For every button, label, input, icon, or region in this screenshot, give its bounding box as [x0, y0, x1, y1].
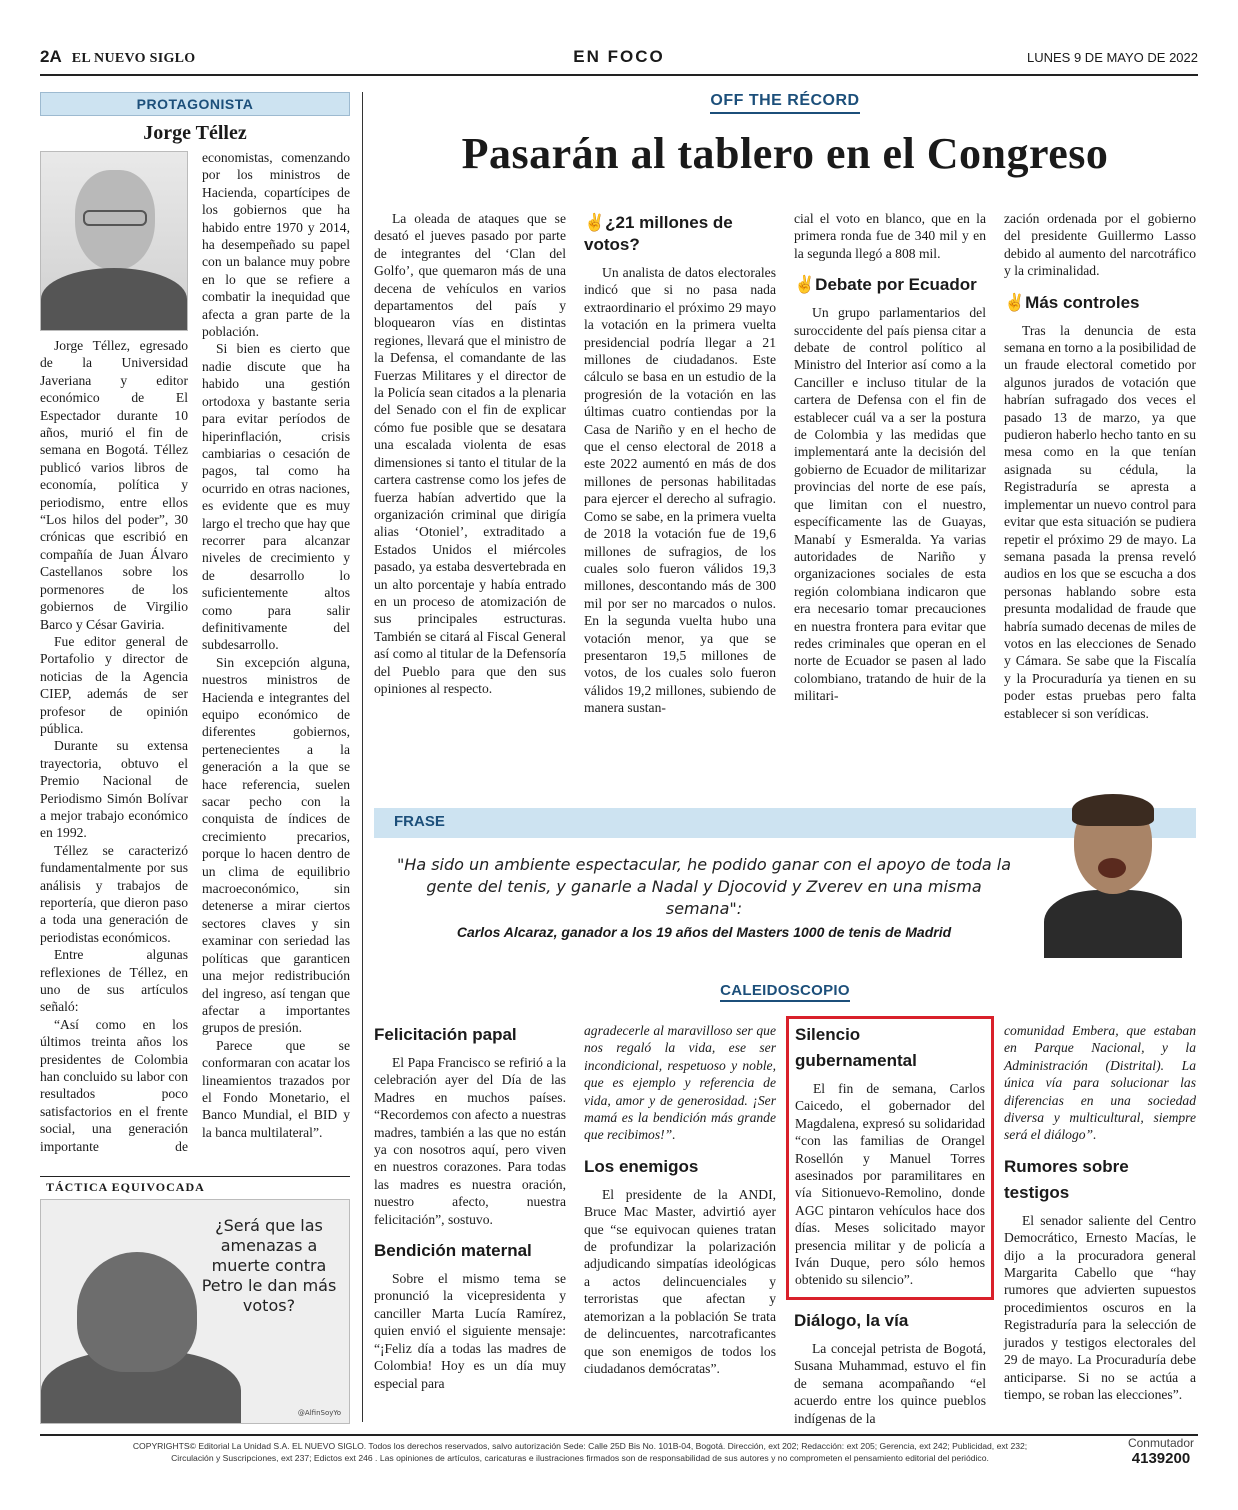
ecuador-heading: ✌Debate por Ecuador — [794, 275, 977, 295]
section-title: EN FOCO — [573, 47, 665, 66]
enemies-heading: Los enemigos — [584, 1156, 699, 1176]
portrait-photo — [40, 151, 188, 331]
news-paragraph: Un grupo parlamentarios del suroccidente del país piensa citar a debate de control político al Ministro del Interior así como a la Canciller e incluso titular de la cartera de Defensa con el fin de establecer cuál va a ser la postura de Colombia y las medidas que implementará ante la decisión del gobierno de Ecuador de militarizar provincias del norte de ese país, que limitan con el nuestro, específicamente las de Guayas, Manabí y Esmeralda. Ya varias autoridades de Nariño y organizaciones sociales de esta región colombiana indicaron que era necesario tomar precauciones en nuestra frontera para evitar que redes criminales que operan en el norte de Ecuador se pasen al lado colombiano, tratando de huir de la militari- — [794, 305, 986, 704]
protagonista-paragraph: Parece que se conformaran con acatar los lineamientos trazados por el Fondo Monetario, el Banco Mundial, el BID y la banca multilateral”. — [202, 1037, 350, 1140]
tactica-box — [40, 1176, 350, 1424]
cal-column-2 — [584, 1022, 776, 1427]
protagonista-paragraph: Fue editor general de Portafolio y director de noticias de la Agencia CIEP, además de ser profesor de opinión pública. — [40, 633, 188, 736]
off-the-record-kicker — [374, 92, 1196, 114]
cartoon-speech: ¿Será que las amenazas a muerte contra Petro le dan más votos? — [201, 1216, 337, 1315]
player-mouth — [1098, 858, 1126, 878]
cal-column-3 — [794, 1022, 986, 1427]
caleidoscopio-text: CALEIDOSCOPIO — [720, 982, 850, 1002]
news-column-3 — [794, 210, 986, 722]
caleidoscopio-body — [374, 1022, 1196, 1427]
tactica-label: TÁCTICA EQUIVOCADA — [40, 1176, 350, 1195]
cal-paragraph: Sobre el mismo tema se pronunció la vicepresidenta y canciller Marta Lucía Ramírez, quien envió el siguiente mensaje: “¡Feliz día a todas las madres de Colombia! Hoy es un día muy especial para — [374, 1271, 566, 1391]
cartoon-hood — [77, 1252, 197, 1372]
protagonista-paragraph: “Así como en los últimos treinta años los presidentes de Colombia han concluido su labor con resultados poco satisfactorios en el frente social, una generación importante de economistas, comenzando por los ministros de Hacienda, copartícipes de los gobiernos que ha habido entre 1970 y 2014, ha desempeñado su papel con un balance muy pobre en lo que se refiere a combatir la inequidad que afecta a gran parte de la población. — [40, 150, 350, 1154]
footer-line-1: COPYRIGHTS© Editorial La Unidad S.A. EL NUEVO SIGLO. Todos los derechos reservados, salvo autorización Sede: Calle 25D Bis No. 101B-04, Bogotá. Dirección, ext 202; Redacción: ext 205; Gerencia, ext 242; Publicidad, ext 232; — [132, 1441, 1028, 1451]
protagonista-box — [40, 92, 350, 1155]
frase-box — [374, 808, 1196, 958]
protagonista-paragraph: Sin excepción alguna, nuestros ministros de Hacienda e integrantes del equipo económico de diferentes gobiernos, pertenecientes a la generación a la que se hace referencia, suelen sacar pecho con la conquista de índices de crecimiento precarios, porque lo hacen dentro de un clima de equilibrio macroeconómico, sin detenerse a mirar ciertos sectores claves y sin examinar con seriedad las políticas que garanticen una mejor redistribución del ingreso, así tengan que afectar a importantes grupos de presión. — [202, 654, 350, 1036]
conmutador-number: 4139200 — [1131, 1450, 1191, 1467]
cal-paragraph: El fin de semana, Carlos Caicedo, el gobernador del Magdalena, expresó su solidaridad “con las familias de Orangel Rosellón y Manuel Torres asesinados por paramilitares en vía Sitionuevo-Remolino, donde AGC pintaron vehículos hace dos días. Meses solicitado mayor presencia militar y de policía a Iván Duque, pero sólo hemos obtenido su silencio”. — [795, 1081, 985, 1288]
headline: Pasarán al tablero en el Congreso — [461, 129, 1109, 178]
protagonista-paragraph: Jorge Téllez, egresado de la Universidad Javeriana y editor económico de El Espectador durante 10 años, murió el fin de semana en Bogotá. Téllez publicó varios libros de economía, política y periodismo, entre ellos “Los hilos del poder”, 30 crónicas que escribió en compañía de Juan Álvaro Castellanos sobre los pormenores de los gobiernos de Virgilio Barco y César Gaviria. — [40, 338, 188, 632]
masthead-left — [40, 47, 195, 67]
news-column-1 — [374, 210, 566, 722]
off-the-record-body — [374, 210, 1196, 722]
cal-column-4 — [1004, 1022, 1196, 1427]
cal-paragraph: comunidad Embera, que estaban en Parque Nacional, y la Administración (Distrital). La única vía para solucionar las diferencias en una sociedad diversa y multicultural, siempre será el diálogo”. — [1004, 1023, 1196, 1143]
news-paragraph: La oleada de ataques que se desató el jueves pasado por parte de integrantes del ‘Clan del Golfo’, que quemaron más de una decena de vehículos en varios departamentos del país y bloquearon vías en distintas regiones, llevará que el ministro de la Defensa, el comandante de las Fuerzas Militares y el director de la Policía sean citados a la plenaria del Senado con el fin de explicar cómo fue posible que se desatara una escalada violenta de esas dimensiones si tanto el titular de la cartera castrense como los jefes de fuerza habían advertido que la organización criminal que dirigía alias ‘Otoniel’, extraditado a Estados Unidos el miércoles pasado, ya estaba desvertebrada en un alto porcentaje y había entrado en un proceso de atomización de sus principales estructuras. También se citará al Fiscal General así como al titular de la Defensoría del Pueblo para que den sus opiniones al respecto. — [374, 211, 566, 696]
papal-heading: Felicitación papal — [374, 1025, 517, 1044]
protagonista-label: PROTAGONISTA — [40, 92, 350, 116]
protagonista-name: Jorge Téllez — [143, 122, 247, 144]
controls-heading: ✌Más controles — [1004, 292, 1140, 312]
cartoon-signature: @AlfinSoyYo — [297, 1409, 341, 1417]
portrait-glasses — [83, 210, 147, 226]
news-paragraph: zación ordenada por el gobierno del presidente Guillermo Lasso debido al aumento del narcotráfico y la criminalidad. — [1004, 211, 1196, 279]
player-hair — [1072, 794, 1154, 826]
maternal-heading: Bendición maternal — [374, 1241, 532, 1261]
news-paragraph: cial el voto en blanco, que en la primera ronda fue de 340 mil y en la segunda llegó a 808 mil. — [794, 211, 986, 261]
news-paragraph: Tras la denuncia de esta semana en torno a la posibilidad de un fraude electoral cometido por algunos jurados de votación que habrían sufragado dos veces el pasado 13 de marzo, ya que pudieron haberlo hecho tanto en su mesa como en la que tenían asignada su cédula, la Registraduría se apresta a implementar un nuevo control para evitar que esta situación se pudiera repetir el próximo 29 de mayo. La semana pasada la prensa reveló audios en los que se escucha a dos personas hablando sobre esta presunta modalidad de fraude que habría sumado decenas de miles de votos en las elecciones de Senado y Cámara. Se sabe que la Fiscalía y la Procuraduría ya tienen en su poder estas pruebas pero falta establecer si son verídicas. — [1004, 322, 1196, 721]
page-number: 2A — [40, 47, 62, 66]
news-paragraph: Un analista de datos electorales indicó que si no pasa nada extraordinario el próximo 29 mayo la votación en la primera vuelta presidencial podría llegar a 21 millones de ciudadanos. Este cálculo se basa en un estudio de la progresión de la votación en las últimas cuatro contiendas por la Casa de Nariño y en el hecho de que el censo electoral de 2018 a este 2022 aumentó en más de dos millones de personas habilitadas para ejercer el derecho al sufragio. Como se sabe, en la primera vuelta de 2018 la votación fue de 19,6 millones de sufragios, de los cuales solo fueron válidos 19,3 millones, descontando más de 300 mil por ser no marcados o nulos. En la segunda vuelta hubo una votación menor, ya que se presentaron 19,5 millones de votos, de los cuales solo fueron válidos 19,2 millones, subiendo de manera sustan- — [584, 265, 776, 716]
rumors-heading: Rumores sobre testigos — [1004, 1156, 1129, 1202]
cal-paragraph: agradecerle al maravilloso ser que nos regaló la vida, ese ser incondicional, respetuoso y noble, que es ejemplo y referencia de vida, amor y de generosidad. ¡Ser mamá es la bendición más grande que recibimos!”. — [584, 1023, 776, 1143]
issue-date: LUNES 9 DE MAYO DE 2022 — [1027, 49, 1198, 65]
footer-line-2: Circulación y Suscripciones, ext 237; Edictos ext 246 . Las opiniones de artículos, caricaturas e ilustraciones firmados son de responsabilidad de sus autores y no comprometen el pensamiento editorial del periódico. — [171, 1453, 989, 1463]
frase-attribution: Carlos Alcaraz, ganador a los 19 años del Masters 1000 de tenis de Madrid — [456, 924, 952, 940]
silence-heading: Silencio gubernamental — [795, 1025, 917, 1070]
news-column-2 — [584, 210, 776, 722]
frase-quote: "Ha sido un ambiente espectacular, he podido ganar con el apoyo de toda la gente del tenis, y ganarle a Nadal y Djocovid y Zverev en una misma semana": — [396, 855, 1012, 918]
cal-column-1 — [374, 1022, 566, 1427]
protagonista-paragraph: Entre algunas reflexiones de Téllez, en uno de sus artículos señaló: — [40, 947, 188, 1015]
column-divider — [362, 92, 363, 1422]
cal-paragraph: El Papa Francisco se refirió a la celebración ayer del Día de las Madres en muchos países. “Recordemos con afecto a nuestras madres, también a las que no están ya con nosotros aquí, pero viven en nuestros corazones. Para todas las madres es nuestra oración, nuestro afecto, nuestra felicitación”, sostuvo. — [374, 1055, 566, 1227]
highlight-box — [786, 1016, 994, 1300]
cal-paragraph: El presidente de la ANDI, Bruce Mac Master, advirtió ayer que “se equivocan quienes tratan de profundizar la polarización adjudicando simpatías ideológicas a actos delincuenciales y terroristas que afectan y atemorizan a la población Se trata de delincuentes, narcotraficantes que son enemigos de todos los ciudadanos demócratas”. — [584, 1186, 776, 1376]
protagonista-paragraph: Si bien es cierto que nadie discute que ha habido una gestión ortodoxa y bastante seria para evitar períodos de hiperinflación, crisis cambiarias o cesación de pagos, tal como ha ocurrido en otras naciones, es evidente que es muy largo el trecho que hay que recorrer para alcanzar niveles de crecimiento y de desarrollo lo suficientemente altos como para salir definitivamente del subdesarrollo. — [202, 341, 350, 653]
footer-rule — [40, 1434, 1198, 1436]
portrait-suit — [41, 268, 187, 330]
protagonista-paragraph: Téllez se caracterizó fundamentalmente por sus análisis y trabajos de reportería, que dieron paso a toda una generación de periodistas económicos. — [40, 842, 188, 945]
footer-copyright — [60, 1440, 1100, 1464]
caleidoscopio-kicker — [374, 982, 1196, 1002]
player-shirt — [1044, 890, 1182, 958]
kicker-text: OFF THE RÉCORD — [710, 92, 859, 114]
masthead — [40, 42, 1198, 72]
cartoon-image — [40, 1199, 350, 1424]
protagonista-body — [40, 149, 350, 1155]
tennis-player-photo — [1038, 792, 1188, 958]
conmutador — [1128, 1436, 1194, 1467]
off-the-record-header — [374, 92, 1196, 179]
frase-label: FRASE — [374, 808, 1196, 838]
header-rule — [40, 74, 1198, 76]
newspaper-name: EL NUEVO SIGLO — [71, 51, 196, 66]
cal-paragraph: El senador saliente del Centro Democrático, Ernesto Macías, le dijo a la procuradora general Margarita Cabello que “hay rumores que advierten supuestos procedimientos oscuros en la Registraduría para la selección de jurados y testigos electorales del 29 de mayo. La Procuraduría debe anticiparse. Si no se actúa a tiempo, se roban las elecciones”. — [1004, 1212, 1196, 1402]
protagonista-paragraph: Durante su extensa trayectoria, obtuvo el Premio Nacional de Periodismo Simón Bolívar a mejor trabajo económico en 1992. — [40, 738, 188, 841]
cal-paragraph: La concejal petrista de Bogotá, Susana Muhammad, estuvo el fin de semana acompañando “el acuerdo entre los quince pueblos indígenas de la — [794, 1340, 986, 1426]
news-column-4 — [1004, 210, 1196, 722]
conmutador-label: Conmutador — [1127, 1436, 1194, 1450]
dialogue-heading: Diálogo, la vía — [794, 1310, 909, 1330]
votes-heading: ✌¿21 millones de votos? — [584, 213, 733, 254]
